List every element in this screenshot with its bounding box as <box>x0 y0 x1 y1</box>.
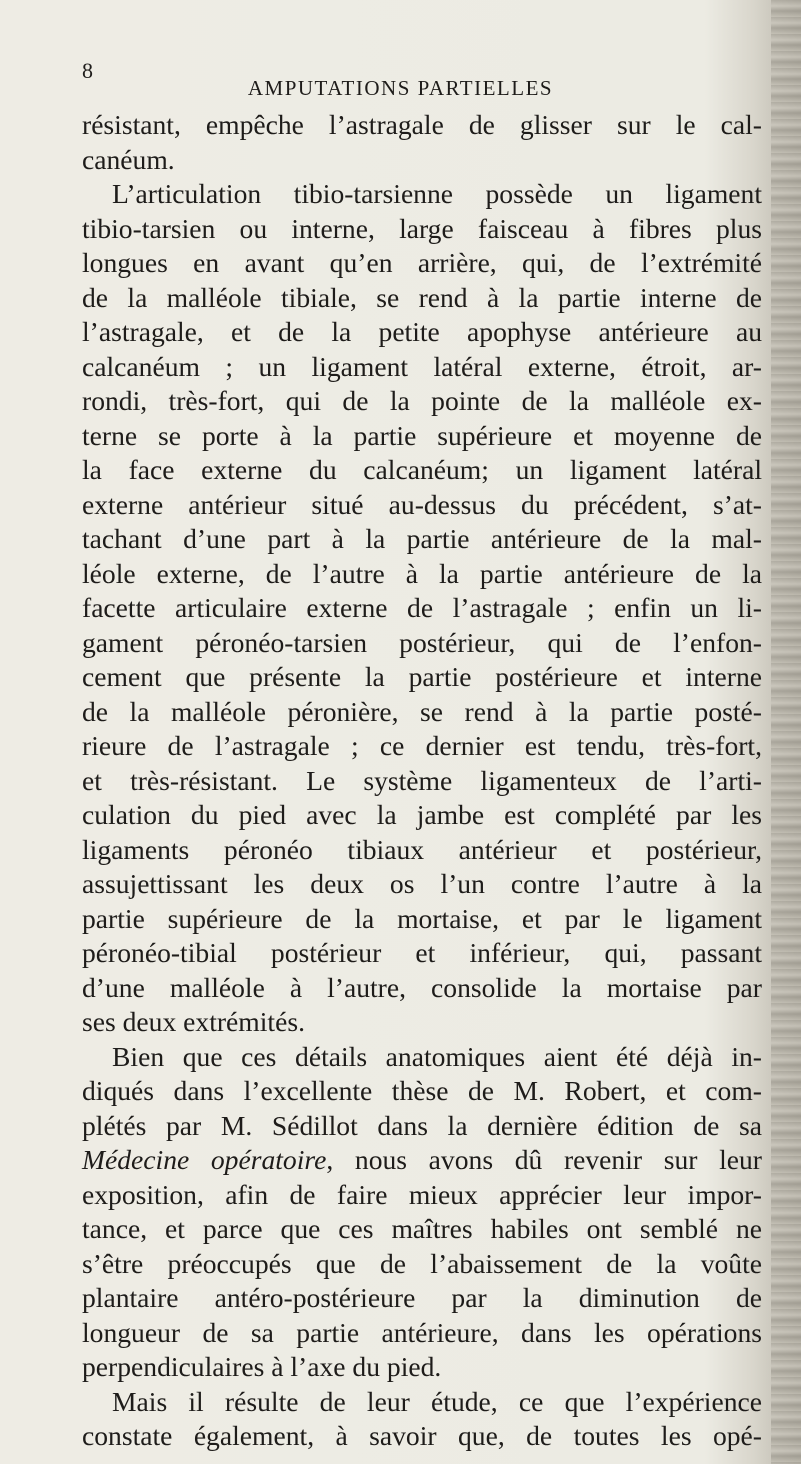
text-line-with-italic-title <box>82 1143 762 1178</box>
text-line: de la malléole tibiale, se rend à la partie interne de <box>82 281 762 313</box>
text-line: résistant, empêche l’astragale de glisser sur le cal- <box>82 109 762 140</box>
page-binding-edge <box>771 0 801 1464</box>
text-line: la face externe du calcanéum; un ligament latéral <box>82 454 762 485</box>
text-line-continuation: , nous avons dû revenir sur leur <box>326 1144 762 1175</box>
body-text <box>82 108 762 1454</box>
text-line: ses deux extrémités. <box>82 1006 305 1037</box>
text-line: externe antérieur situé au-dessus du précédent, s’at- <box>82 488 762 520</box>
text-line: assujettissant les deux os l’un contre l’autre à la <box>82 868 762 899</box>
text-line: diqués dans l’excellente thèse de M. Robert, et com- <box>82 1075 762 1106</box>
text-line: calcanéum ; un ligament latéral externe, étroit, ar- <box>82 350 762 382</box>
text-line: d’une malléole à l’autre, consolide la mortaise par <box>82 971 762 1003</box>
text-line: et très-résistant. Le système ligamenteux de l’arti- <box>82 764 762 796</box>
text-line: rondi, très-fort, qui de la pointe de la malléole ex- <box>82 385 762 416</box>
text-line: Bien que ces détails anatomiques aient été déjà in- <box>112 1040 762 1072</box>
text-line: plétés par M. Sédillot dans la dernière édition de sa <box>82 1109 762 1141</box>
text-line: exposition, afin de faire mieux apprécier leur impor- <box>82 1178 762 1210</box>
text-line: gament péronéo-tarsien postérieur, qui de l’enfon- <box>82 626 762 658</box>
text-line: facette articulaire externe de l’astragale ; enfin un li- <box>82 592 762 623</box>
text-line: L’articulation tibio-tarsienne possède un ligament <box>112 178 762 209</box>
text-line: ligaments péronéo tibiaux antérieur et postérieur, <box>82 833 762 865</box>
text-line: de la malléole péronière, se rend à la partie posté- <box>82 695 762 727</box>
text-line: constate également, à savoir que, de toutes les opé- <box>82 1420 762 1451</box>
text-line: cement que présente la partie postérieure et interne <box>82 661 762 692</box>
text-line: tance, et parce que ces maîtres habiles ont semblé ne <box>82 1213 762 1244</box>
text-line: s’être préoccupés que de l’abaissement de la voûte <box>82 1247 762 1279</box>
text-line: rieure de l’astragale ; ce dernier est tendu, très-fort, <box>82 730 762 761</box>
text-line: longueur de sa partie antérieure, dans les opérations <box>82 1316 762 1348</box>
text-line: léole externe, de l’autre à la partie antérieure de la <box>82 557 762 589</box>
text-line: partie supérieure de la mortaise, et par le ligament <box>82 902 762 934</box>
text-line: canéum. <box>82 143 175 175</box>
text-line: terne se porte à la partie supérieure et moyenne de <box>82 419 762 451</box>
text-line: Mais il résulte de leur étude, ce que l’expérience <box>112 1385 762 1417</box>
text-line: longues en avant qu’en arrière, qui, de l’extrémité <box>82 247 762 278</box>
page-number: 8 <box>82 58 93 83</box>
text-line: l’astragale, et de la petite apophyse antérieure au <box>82 316 762 347</box>
text-line: culation du pied avec la jambe est complété par les <box>82 799 762 830</box>
text-line: péronéo-tibial postérieur et inférieur, qui, passant <box>82 937 762 968</box>
text-line: tachant d’une part à la partie antérieure de la mal- <box>82 523 762 554</box>
text-line: perpendiculaires à l’axe du pied. <box>82 1351 442 1382</box>
text-line: tibio-tarsien ou interne, large faisceau à fibres plus <box>82 212 762 244</box>
book-title-italic: Médecine opératoire <box>82 1144 327 1175</box>
text-line: plantaire antéro-postérieure par la diminution de <box>82 1282 762 1313</box>
running-head: AMPUTATIONS PARTIELLES <box>247 76 554 100</box>
